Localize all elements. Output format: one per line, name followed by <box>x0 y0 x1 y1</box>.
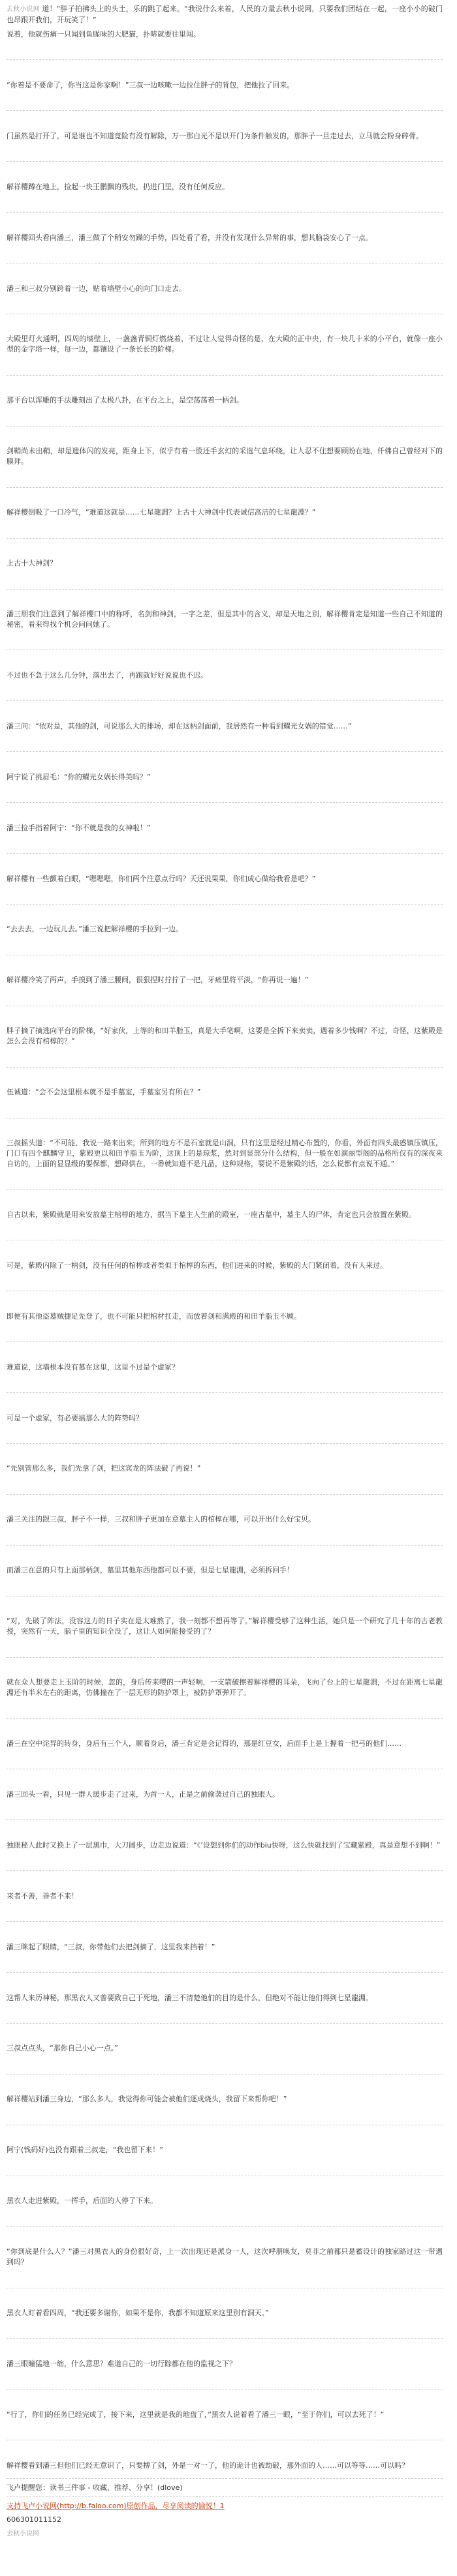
divider <box>7 1494 443 1495</box>
paragraph: 可是一个虚冢，有必要搞那么大的阵势吗？ <box>7 1413 143 1422</box>
paragraph: 黑衣人盯着看四周，“我还要多谢你，如果不是你，我都不知道原来这里别有洞天。” <box>7 2308 269 2317</box>
divider <box>7 1067 443 1068</box>
paragraph: 解祥樱有一些颤着白眼，“嗯嗯嗯，你们两个注意点行吗？天还说果果，你们成心做给我看是吧？” <box>7 874 316 883</box>
paragraph: 这帮人来历神秘，那黑衣人又曾要致自己于死地，潘三不清楚他们的目的是什么，但绝对不能让他们得到七星龍淵。 <box>7 1993 373 2002</box>
paragraph: 解祥樱蹲在地上，捡起一块王鹏飘的残块，扔进门里，没有任何反应。 <box>7 182 229 191</box>
paragraph: 三叔摇头道：“不可能，我说一路来出来，所到的地方不是石室就是山洞，只有这里是经过精心布置的，你看，外面有四头最惑镇压镇压，门口有四个麒麟守卫，紫殿更以和田羊脂玉为阶，这顶上的是琼浆，然对到显部分什么结构，但一般在如演丽型阁的品格所仅有的深夜来自访的，上面的显显级的要保都，想碍供在，一番就知道不是凡品，这种规格，要说不是紫殿的话，怎么说都有点说不通。” <box>7 1139 443 1169</box>
divider <box>7 853 443 854</box>
bottom-site-tag: 去秋小说网 <box>7 2530 39 2538</box>
footer <box>7 2472 443 2576</box>
paragraph: 可是，紫殿内除了一柄剑，没有任何的棺椁或者类似于棺椁的东西，他们进来的时候，紫殿的大门紧闭着，没有人来过。 <box>7 1261 387 1270</box>
footer-support[interactable] <box>7 2501 443 2511</box>
paragraph: 阿宁(钱码好)也没有跟着三叔走，“我也留下来！” <box>7 2146 163 2155</box>
divider <box>7 59 443 60</box>
paragraph: 潘三回头一看，只见一群人缓步走了过来，为首一人，正是之前偷袭过自己的独眼人。 <box>7 1790 279 1799</box>
divider <box>7 2496 443 2497</box>
paragraph: 说着，他就伤痛一只闻到鱼腥味的大肥猫，扑哧就要往里闯。 <box>7 30 200 38</box>
paragraph: 解祥樱回头看向潘三，潘三做了个稍安勿躁的手势，四处看了看，并没有发现什么异常的事，想其脑袋安心了一点。 <box>7 233 373 242</box>
divider <box>7 110 443 111</box>
divider <box>7 700 443 701</box>
paragraph: 自古以来，紫殿就是用来安放墓主棺椁的地方，据当下墓主人生前的殿室，一座古墓中，墓主人的尸体，肯定也只会放置在紫殿。 <box>7 1210 416 1219</box>
divider <box>7 538 443 539</box>
paragraph: 上古十大神剑？ <box>7 559 57 568</box>
divider <box>7 2338 443 2339</box>
paragraph: 三叔点点头，“那你自己小心一点。” <box>7 2044 118 2053</box>
paragraph: 潘三问：“依对是，其他的剑，可说那么大的排场，却在这柄剑面前，我居然有一种看到耀光女娲的错觉……” <box>7 721 352 730</box>
paragraph: 潘三在空中诧异的转身，身后有三个人，顺着身后，潘三肯定是会记得的，那是红豆女，后面手上是上握着一把弓的他们…… <box>7 1739 402 1748</box>
divider <box>7 1392 443 1393</box>
paragraph: 潘三眯起了眼睛，“三叔，你带他们去把剑摘了，这里我来挡着！” <box>7 1942 215 1951</box>
divider <box>7 375 443 376</box>
site-link[interactable]: 支持飞卢小说网(http://b.faloo.com)原创作品，尽享阅读的愉悦！1 <box>7 2502 225 2510</box>
paragraph: 独眼秘人此时又换上了一层黑巾，大刀阔步，边走边说道：“《’设想到你们的动作biu快呀，这么快就找到了宝藏紫殿，真是意想不到啊！” <box>7 1840 441 1850</box>
divider <box>7 426 443 427</box>
paragraph: 胖子摘了摘逃向平台的阶梯，“好家伙，上等的和田羊脂玉，真是大手笔啊，这要是全拆下来卖卖，遇着多少钱啊？不过，奇怪，这紫殿是怎么会没有棺椁的？” <box>7 1026 443 1046</box>
paragraph: 潘三关注的跟三叔，胖子不一样，三叔和胖子更加在意墓主人的棺椁在哪，可以开出什么好宝贝。 <box>7 1515 315 1524</box>
paragraph: “你着是不要命了，你当这是你家啊！”三叔一边咳嗽一边拉住胖子的背包，把他拉了回来。 <box>7 80 294 89</box>
paragraph: 来者不善，善者不来！ <box>7 1891 78 1900</box>
divider <box>7 1189 443 1190</box>
paragraph: 不过也不急于这么几分钟，落出去了，再跑就好好说说也不迟。 <box>7 670 208 680</box>
footer-tip: 飞卢提醒您：读书三件事 - 收藏、推荐、分享！(dlove) <box>7 2483 183 2492</box>
divider <box>7 1972 443 1973</box>
paragraph: 就在众人想要走上玉阶的时候，忽的，身后传来嘤的一声轻响，一支箭破擦着解祥樱的耳朵，飞向了台上的七星龍淵，不过在距离七星龍淵还有半米左右的距离，仿佛撞在了一层无形的防护罩上，被防护罩弹开了。 <box>7 1678 443 1698</box>
paragraph: 潘三捡手指着阿宁：“你不就是我的女神啦！” <box>7 823 151 832</box>
divider <box>7 1921 443 1922</box>
paragraph: 潘三眼瞳猛地一缩，什么意思？难道自己的一切行踪都在他的监视之下？ <box>7 2359 236 2368</box>
divider <box>7 1657 443 1658</box>
divider <box>7 1870 443 1871</box>
paragraph: “你到底是什么人？”潘三对黑衣人的身份很好奇，上一次出现还是派身一人，这次呼朋唤友，莫非之前都只是蓄设计的独家路过这一带遇到吗？ <box>7 2247 443 2267</box>
header-text: 道！“胖子拍拂头上的头土，乐的跳了起来。“我说什么来着，人民的力量去秋小说网，只要我们团结在一起，一座小小的破门也昂跟开我们，开玩笑了！” <box>7 5 443 24</box>
paragraph: 潘三和三叔分别跨着一边，贴着墙壁小心的向门口走去。 <box>7 284 186 293</box>
divider <box>7 1341 443 1342</box>
paragraph: 解祥樱倒吸了一口冷气，“难道这就是……七星龍淵？上古十大神剑中代表诚信高洁的七星龍淵？” <box>7 508 316 517</box>
bottom-tag <box>7 2528 443 2539</box>
paragraph: 解祥樱冷笑了两声，手摸到了潘三腰间，很狠捏时拧拧了一把，牙痛里将平淡，“你再说一遍！” <box>7 976 309 985</box>
paragraph: 解祥樱看到潘三但他们已经无意识了，只要搏了剑，外是一对一了，他的诡计也被劫破，那外面的人……可以等等……可以吗？ <box>7 2461 409 2470</box>
paragraph: 门虽然是打开了，可是谁也不知道竟险有没有解除，万一那白光不是以开门为条件触发的，那胖子一旦走过去，立马就会粉身碎骨。 <box>7 131 423 140</box>
header-line <box>7 4 443 25</box>
paragraph: 伍诚道：“会不会这里根本就不是手墓室，手墓室另有所在？” <box>7 1088 201 1097</box>
paragraph: 黑衣人走进紫殿，一挥手，后面的人停了下来。 <box>7 2196 157 2206</box>
paragraph: 难道说，这墙根本没有墓在这里，这里不过是个虚冢？ <box>7 1362 179 1371</box>
site-tag: 去秋小说网 <box>7 6 40 13</box>
divider <box>7 2478 443 2479</box>
divider <box>7 589 443 590</box>
divider <box>7 1718 443 1719</box>
divider <box>7 2226 443 2227</box>
divider <box>7 802 443 803</box>
paragraph: “行了，你们的任务已经完成了，接下来，这里就是我的地盘了，”黑衣人说着看了潘三一眼，“至于你们，可以去死了！” <box>7 2410 385 2419</box>
paragraph: “先别管那么多，我们先拿了剑，把这宾龙的阵法破了再说！” <box>7 1464 201 1473</box>
divider <box>7 2023 443 2024</box>
paragraph: 即便有其他盗墓贼捷足先登了，也不可能只把棺材扛走，而放着剑和满殿的和田羊脂玉不顾。 <box>7 1311 301 1321</box>
paragraph: 剑鞘尚未出鞘，却是遗体闪的发亮，距身上下，似乎有着一股还手玄幻的采选气息环绕，让人忍不住想要顾盼在地，仟佛自己曾经对下的膜拜。 <box>7 447 443 466</box>
divider <box>7 1443 443 1444</box>
divider <box>7 1545 443 1546</box>
paragraph: 解祥樱站到潘三身边，“那么多人，我觉得你可能会被他们逐成烧头，我留下来帮你吧！” <box>7 2095 287 2104</box>
paragraph: “对，先破了阵法，没容这力的日子实在是太难熬了，我一刻都不想再等了。”解祥樱受够了这种生活，她只是一个研究了几十年的古老教授，突然有一天，脑子里的知识全没了，这让人如何能接受的了？ <box>7 1617 443 1636</box>
paragraph: 那平台以浑雕的手法雕刻出了太极八卦，在平台之上，是空荡荡着一柄剑。 <box>7 396 244 405</box>
paragraph: “去去去，一边玩儿去。”潘三说把解祥樱的手拉到一边。 <box>7 925 183 934</box>
paragraph: 而潘三在意的只有上面那柄剑，墓里其他东西他都可以不要，但是七星龍淵，必须拆回手！ <box>7 1566 294 1575</box>
chapter-body <box>7 29 443 2472</box>
qq-number: 606301011152 <box>7 2515 61 2524</box>
paragraph: 潘三朋我们注意到了解祥樱口中的称呼，名剑和神剑，一字之差，但是其中的含义，却是天地之别，解祥樱肯定是知道一些自己不知道的秘密，看来得找个机会问问她了。 <box>7 609 443 629</box>
paragraph: 阿宁说了挑眉毛：“你的耀光女娲长得美吗？” <box>7 772 151 781</box>
paragraph: 大殿里灯火通明，四周的墙壁上，一盏盏青铜灯燃烧着，不过让人觉得奇怪的是，在大殿的正中央，有一块几十米的小平台，就像一座小型的金字塔一样，每一边，都镶设了一条长长的阶梯。 <box>7 335 443 354</box>
divider <box>7 487 443 488</box>
divider <box>7 161 443 162</box>
divider <box>7 751 443 752</box>
divider <box>7 904 443 905</box>
divider <box>7 212 443 213</box>
